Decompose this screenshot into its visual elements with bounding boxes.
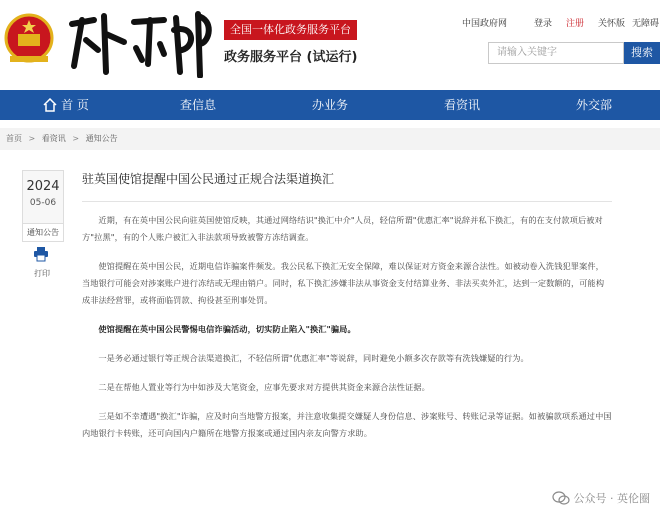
national-emblem-icon [4, 12, 54, 66]
date-month-day: 05-06 [29, 198, 57, 208]
print-icon[interactable] [33, 246, 49, 262]
search-input[interactable]: 请输入关键字 [488, 42, 624, 64]
nav-home-label: 首 页 [61, 98, 89, 112]
article-paragraph: 使馆提醒在英中国公民警惕电信诈骗活动，切实防止陷入"换汇"骗局。 [98, 324, 356, 334]
platform-subtitle: 政务服务平台 (试运行) [224, 50, 358, 65]
accessibility-link[interactable]: 无障碍 [632, 19, 660, 29]
main-nav [0, 90, 660, 120]
date-year: 2024 [26, 179, 60, 194]
article [82, 170, 612, 454]
login-link[interactable]: 登录 [534, 19, 553, 29]
breadcrumb [0, 128, 660, 150]
nav-mfa[interactable]: 外交部 [575, 98, 612, 112]
article-paragraph: 三是如不幸遭遇"换汇"诈骗，应及时向当地警方报案，并注意收集提交嫌疑人身份信息、涉案账号、转账记录等证据。如被骗款项系通过中国内地银行卡转账，还可向国内户籍所在地警方报案或通过国内亲友向警方求助。 [82, 411, 612, 438]
watermark-text: 公众号 · 英伦圈 [573, 492, 650, 505]
publish-date [22, 170, 64, 242]
breadcrumb-news[interactable]: 看资讯 [41, 134, 66, 143]
watermark [552, 490, 651, 506]
gov-link[interactable]: 中国政府网 [462, 19, 508, 29]
article-paragraph: 近期，有在英中国公民向驻英国使馆反映，其通过网络结识"换汇中介"人员，轻信所谓"优惠汇率"说辞并私下换汇，有的在支付款项后被对方"拉黑"，有的个人账户被汇入非法款项导致被警方冻结调查。 [82, 215, 603, 242]
article-paragraph: 二是在帮他人置业等行为中如涉及大笔资金，应事先要求对方提供其资金来源合法性证据。 [98, 382, 430, 392]
care-mode-link[interactable]: 关怀版 [598, 19, 626, 29]
register-link[interactable]: 注册 [566, 19, 585, 29]
platform-banner: 全国一体化政务服务平台 [224, 20, 357, 40]
site-header [0, 0, 660, 88]
mfa-calligraphy-logo [64, 6, 214, 78]
nav-news[interactable]: 看资讯 [443, 98, 480, 112]
date-category: 通知公告 [23, 223, 63, 241]
nav-services[interactable]: 办业务 [311, 98, 348, 112]
breadcrumb-notice[interactable]: 通知公告 [85, 134, 118, 143]
nav-home[interactable] [0, 90, 132, 120]
print-label[interactable]: 打印 [34, 269, 50, 278]
breadcrumb-home[interactable]: 首页 [6, 134, 22, 143]
article-paragraph: 使馆提醒在英中国公民，近期电信诈骗案件频发。我公民私下换汇无安全保障，难以保证对方资金来源合法性。如被动卷入洗钱犯罪案件，当地银行可能会对涉案账户进行冻结或无理由销户。同时，私下换汇涉嫌非法从事资金支付结算业务、非法买卖外汇，达到一定数额的，可能构成非法经营罪，或将面临罚款、拘役甚至刑事处罚。 [82, 261, 605, 305]
home-icon [43, 98, 57, 112]
nav-check-info[interactable]: 查信息 [179, 98, 216, 112]
breadcrumb-separator: > [72, 134, 80, 143]
breadcrumb-separator: > [28, 134, 36, 143]
article-title: 驻英国使馆提醒中国公民通过正规合法渠道换汇 [82, 170, 612, 202]
wechat-icon [552, 491, 570, 505]
search-button[interactable]: 搜索 [624, 42, 660, 64]
article-paragraph: 一是务必通过银行等正规合法渠道换汇，不轻信所谓"优惠汇率"等说辞，同时避免小额多次存款等有洗钱嫌疑的行为。 [98, 353, 529, 363]
